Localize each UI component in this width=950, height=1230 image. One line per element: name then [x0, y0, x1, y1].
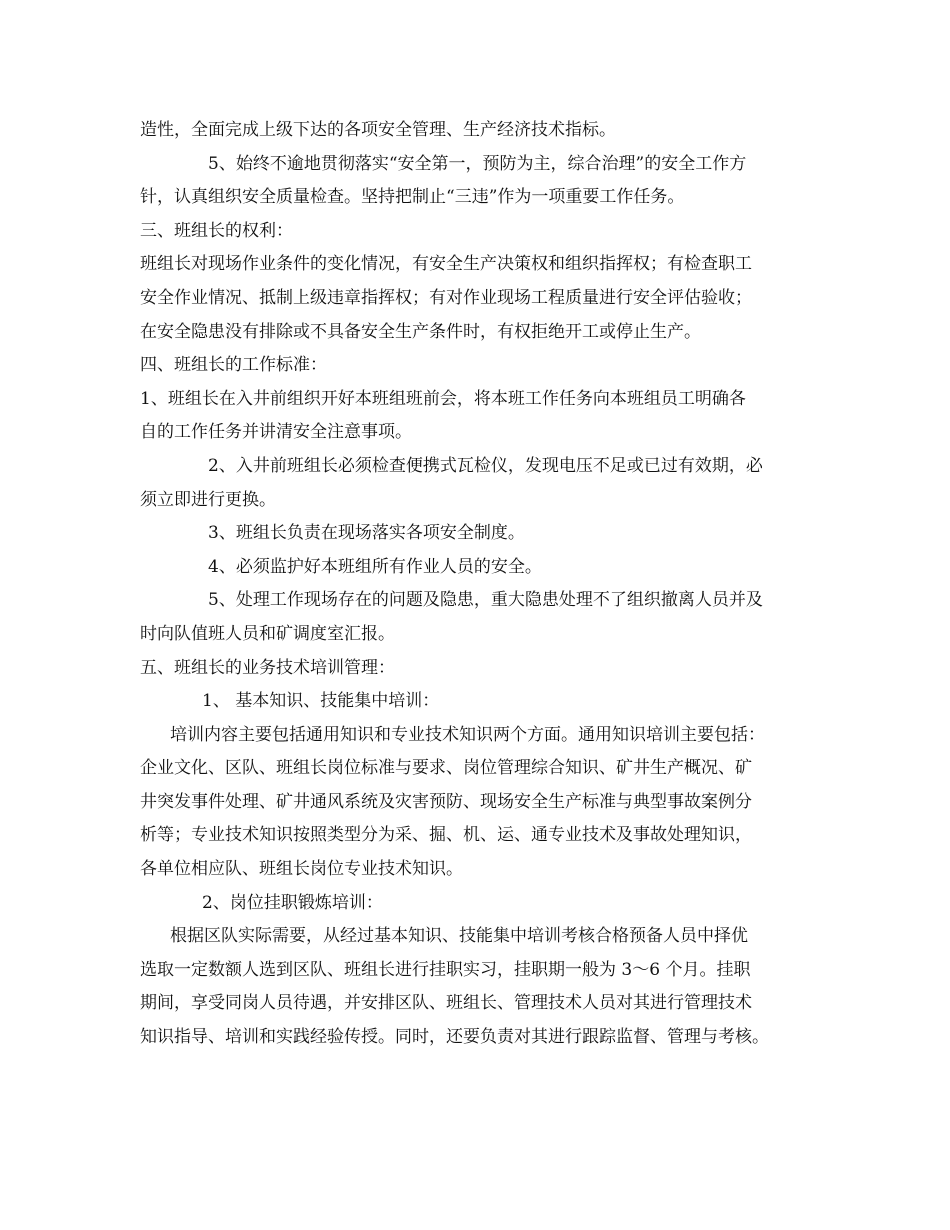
paragraph-line: 在安全隐患没有排除或不具备安全生产条件时，有权拒绝开工或停止生产。: [140, 321, 701, 342]
subsection-heading: 1、 基本知识、技能集中培训：: [202, 691, 440, 712]
paragraph-line: 针，认真组织安全质量检查。坚持把制止“三违”作为一项重要工作任务。: [140, 187, 685, 208]
paragraph-line: 企业文化、区队、班组长岗位标准与要求、岗位管理综合知识、矿井生产概况、矿: [140, 758, 752, 779]
paragraph-line: 井突发事件处理、矿井通风系统及灾害预防、现场安全生产标准与典型事故案例分: [140, 791, 752, 812]
paragraph-line: 须立即进行更换。: [140, 489, 276, 510]
subsection-heading: 2、岗位挂职锻炼培训：: [202, 892, 383, 913]
paragraph-line: 析等；专业技术知识按照类型分为采、掘、机、运、通专业技术及事故处理知识，: [140, 825, 752, 846]
paragraph-line: 1、班组长在入井前组织开好本班组班前会，将本班工作任务向本班组员工明确各: [140, 388, 746, 409]
paragraph-line: 根据区队实际需要，从经过基本知识、技能集中培训考核合格预备人员中择优: [170, 926, 748, 947]
paragraph-line: 2、入井前班组长必须检查便携式瓦检仪，发现电压不足或已过有效期，必: [208, 455, 763, 476]
paragraph-line: 培训内容主要包括通用知识和专业技术知识两个方面。通用知识培训主要包括：: [170, 724, 765, 745]
paragraph-line: 期间，享受同岗人员待遇，并安排区队、班组长、管理技术人员对其进行管理技术: [140, 993, 752, 1014]
paragraph-line: 安全作业情况、抵制上级违章指挥权；有对作业现场工程质量进行安全评估验收；: [140, 287, 752, 308]
paragraph-line: 4、必须监护好本班组所有作业人员的安全。: [208, 556, 542, 577]
paragraph-line: 自的工作任务并讲清安全注意事项。: [140, 422, 412, 443]
paragraph-line: 3、班组长负责在现场落实各项安全制度。: [208, 523, 525, 544]
section-heading: 四、班组长的工作标准：: [140, 355, 327, 376]
paragraph-line: 5、处理工作现场存在的问题及隐患，重大隐患处理不了组织撤离人员并及: [208, 590, 763, 611]
section-heading: 五、班组长的业务技术培训管理：: [140, 657, 395, 678]
paragraph-line: 选取一定数额人选到区队、班组长进行挂职实习，挂职期一般为 3～6 个月。挂职: [140, 959, 751, 980]
section-heading: 三、班组长的权利：: [140, 220, 293, 241]
paragraph-line: 班组长对现场作业条件的变化情况，有安全生产决策权和组织指挥权；有检查职工: [140, 254, 752, 275]
paragraph-line: 各单位相应队、班组长岗位专业技术知识。: [140, 859, 463, 880]
paragraph-line: 造性，全面完成上级下达的各项安全管理、生产经济技术指标。: [140, 120, 616, 140]
paragraph-line: 时向队值班人员和矿调度室汇报。: [140, 623, 395, 644]
paragraph-line: 5、始终不逾地贯彻落实“安全第一，预防为主，综合治理”的安全工作方: [208, 153, 747, 174]
document-body: [140, 114, 840, 1055]
paragraph-line: 知识指导、培训和实践经验传授。同时，还要负责对其进行跟踪监督、管理与考核。: [140, 1027, 769, 1048]
